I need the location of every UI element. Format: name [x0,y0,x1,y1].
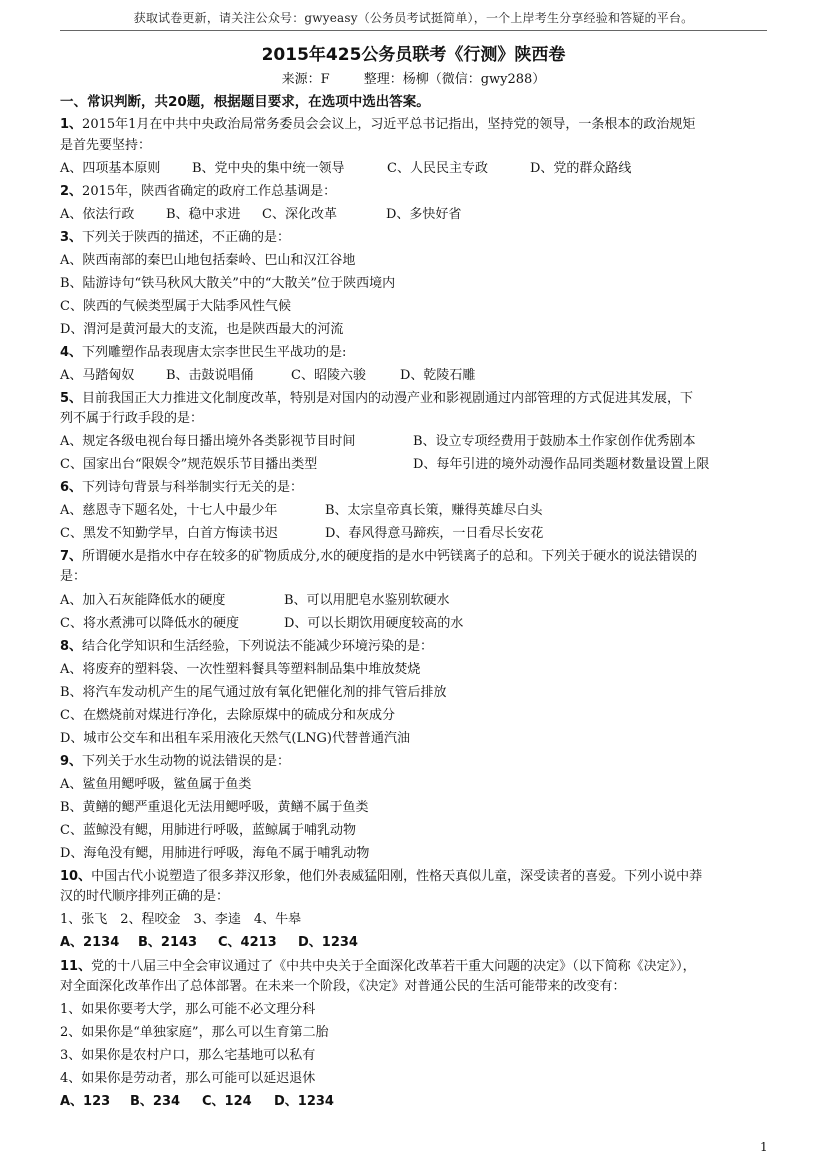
question-text: 所谓硬水是指水中存在较多的矿物质成分,水的硬度指的是水中钙镁离子的总和。下列关于硬水的说法错误的 [82,549,698,564]
header-divider [60,30,767,31]
option-d: D、1234 [274,1094,334,1109]
option-b: B、黄鳝的鳃严重退化无法用鳃呼吸，黄鳝不属于鱼类 [60,800,369,815]
question-11-item-4: 4、如果你是劳动者，那么可能可以延迟退休 [60,1071,316,1086]
option-a: A、123 [60,1094,111,1109]
option-c: C、124 [202,1094,252,1109]
question-10-stem-cont: 汉的时代顺序排列正确的是： [60,889,230,904]
option-a: A、2134 [60,935,120,950]
editor-label: 整理：杨柳（微信：gwy288） [363,72,546,87]
option-c: C、黑发不知勤学早，白首方悔读书迟 [60,526,278,541]
option-b: B、党中央的集中统一领导 [192,161,345,176]
question-9-stem [60,753,772,771]
question-number: 1、 [60,117,83,132]
option-d: D、春风得意马蹄疾，一日看尽长安花 [325,526,544,541]
question-number: 10、 [60,869,92,884]
question-number: 5、 [60,391,83,406]
question-5-stem [60,390,772,408]
promo-banner: 获取试卷更新，请关注公众号：gwyeasy（公务员考试挺简单），一个上岸考生分享经验和答疑的平台。 [133,11,694,25]
option-b: B、陆游诗句“铁马秋风大散关”中的“大散关”位于陕西境内 [60,276,396,291]
question-text: 下列诗句背景与科举制实行无关的是： [82,480,304,495]
question-text: 中国古代小说塑造了很多莽汉形象，他们外表威猛阳刚，性格天真似儿童，深受读者的喜爱。下列小说中莽 [91,869,703,884]
option-d: D、多快好省 [386,207,462,222]
option-a: A、依法行政 [60,207,135,222]
option-b: B、可以用肥皂水鉴别软硬水 [284,593,450,608]
question-number: 11、 [60,959,92,974]
option-c: C、国家出台“限娱令”规范娱乐节目播出类型 [60,457,318,472]
option-b: B、稳中求进 [166,207,241,222]
question-11-item-2: 2、如果你是“单独家庭”，那么可以生育第二胎 [60,1025,329,1040]
option-b: B、设立专项经费用于鼓励本土作家创作优秀剧本 [413,434,696,449]
option-d: D、党的群众路线 [530,161,632,176]
question-7-stem [60,548,772,566]
question-1-stem [60,116,772,134]
question-10-items: 1、张飞 2、程咬金 3、李逵 4、牛皋 [60,912,302,927]
question-text: 2015年1月在中共中央政治局常务委员会会议上，习近平总书记指出，坚持党的领导，一条根本的政治规矩 [82,117,696,132]
option-d: D、可以长期饮用硬度较高的水 [284,616,464,631]
option-b: B、234 [130,1094,181,1109]
question-11-stem-cont: 对全面深化改革作出了总体部署。在未来一个阶段，《决定》对普通公民的生活可能带来的改变有： [60,979,626,994]
option-c: C、4213 [218,935,277,950]
question-5-stem-cont: 列不属于行政手段的是： [60,411,204,426]
question-8-stem [60,638,772,656]
question-11-stem [60,958,772,976]
question-text: 2015年，陕西省确定的政府工作总基调是： [82,184,337,199]
option-b: B、击鼓说唱俑 [166,368,254,383]
page-number: 1 [760,1140,768,1154]
option-b: B、太宗皇帝真长策，赚得英雄尽白头 [325,503,543,518]
question-11-item-1: 1、如果你要考大学，那么可能不必文理分科 [60,1002,316,1017]
question-number: 2、 [60,184,83,199]
option-a: A、鲨鱼用鳃呼吸，鲨鱼属于鱼类 [60,777,252,792]
option-d: D、城市公交车和出租车采用液化天然气(LNG)代替普通汽油 [60,731,410,746]
question-text: 下列雕塑作品表现唐太宗李世民生平战功的是: [82,345,347,360]
option-c: C、陕西的气候类型属于大陆季风性气候 [60,299,291,314]
option-a: A、慈恩寺下题名处，十七人中最少年 [60,503,278,518]
option-c: C、蓝鲸没有鳃，用肺进行呼吸，蓝鲸属于哺乳动物 [60,823,356,838]
option-a: A、马踏匈奴 [60,368,135,383]
question-number: 3、 [60,230,83,245]
source-line [0,68,827,87]
option-a: A、将废弃的塑料袋、一次性塑料餐具等塑料制品集中堆放焚烧 [60,662,421,677]
option-a: A、四项基本原则 [60,161,161,176]
question-number: 9、 [60,754,83,769]
option-c: C、人民民主专政 [387,161,488,176]
option-c: C、将水煮沸可以降低水的硬度 [60,616,239,631]
option-a: A、加入石灰能降低水的硬度 [60,593,226,608]
question-text: 下列关于水生动物的说法错误的是： [82,754,291,769]
question-text: 结合化学知识和生活经验，下列说法不能减少环境污染的是： [82,639,434,654]
question-10-stem [60,868,772,886]
question-7-stem-cont: 是： [60,569,87,584]
option-d: D、每年引进的境外动漫作品同类题材数量设置上限 [413,457,710,472]
question-11-item-3: 3、如果你是农村户口，那么宅基地可以私有 [60,1048,316,1063]
option-d: D、渭河是黄河最大的支流，也是陕西最大的河流 [60,322,344,337]
source-label: 来源：F [281,72,330,87]
question-number: 6、 [60,480,83,495]
option-b: B、2143 [138,935,198,950]
question-number: 7、 [60,549,83,564]
question-3-stem [60,229,772,247]
option-a: A、规定各级电视台每日播出境外各类影视节目时间 [60,434,356,449]
question-4-stem [60,344,772,362]
option-d: D、海龟没有鳃，用肺进行呼吸，海龟不属于哺乳动物 [60,846,370,861]
option-d: D、乾陵石雕 [400,368,476,383]
option-c: C、深化改革 [262,207,337,222]
option-c: C、在燃烧前对煤进行净化，去除原煤中的硫成分和灰成分 [60,708,395,723]
question-text: 目前我国正大力推进文化制度改革，特别是对国内的动漫产业和影视剧通过内部管理的方式促进其发展，下 [82,391,694,406]
option-c: C、昭陵六骏 [291,368,366,383]
question-6-stem [60,479,772,497]
question-text: 下列关于陕西的描述，不正确的是： [82,230,291,245]
question-2-stem [60,183,772,201]
question-number: 4、 [60,345,83,360]
option-d: D、1234 [298,935,358,950]
question-number: 8、 [60,639,83,654]
page-title: 2015年425公务员联考《行测》陕西卷 [261,45,566,65]
option-b: B、将汽车发动机产生的尾气通过放有氧化钯催化剂的排气管后排放 [60,685,447,700]
question-1-stem-cont: 是首先要坚持： [60,138,152,153]
option-a: A、陕西南部的秦巴山地包括秦岭、巴山和汉江谷地 [60,253,356,268]
question-text: 党的十八届三中全会审议通过了《中共中央关于全面深化改革若干重大问题的决定》（以下简称《决定》）， [91,959,696,974]
section-heading: 一、常识判断，共20题，根据题目要求，在选项中选出答案。 [60,94,430,110]
